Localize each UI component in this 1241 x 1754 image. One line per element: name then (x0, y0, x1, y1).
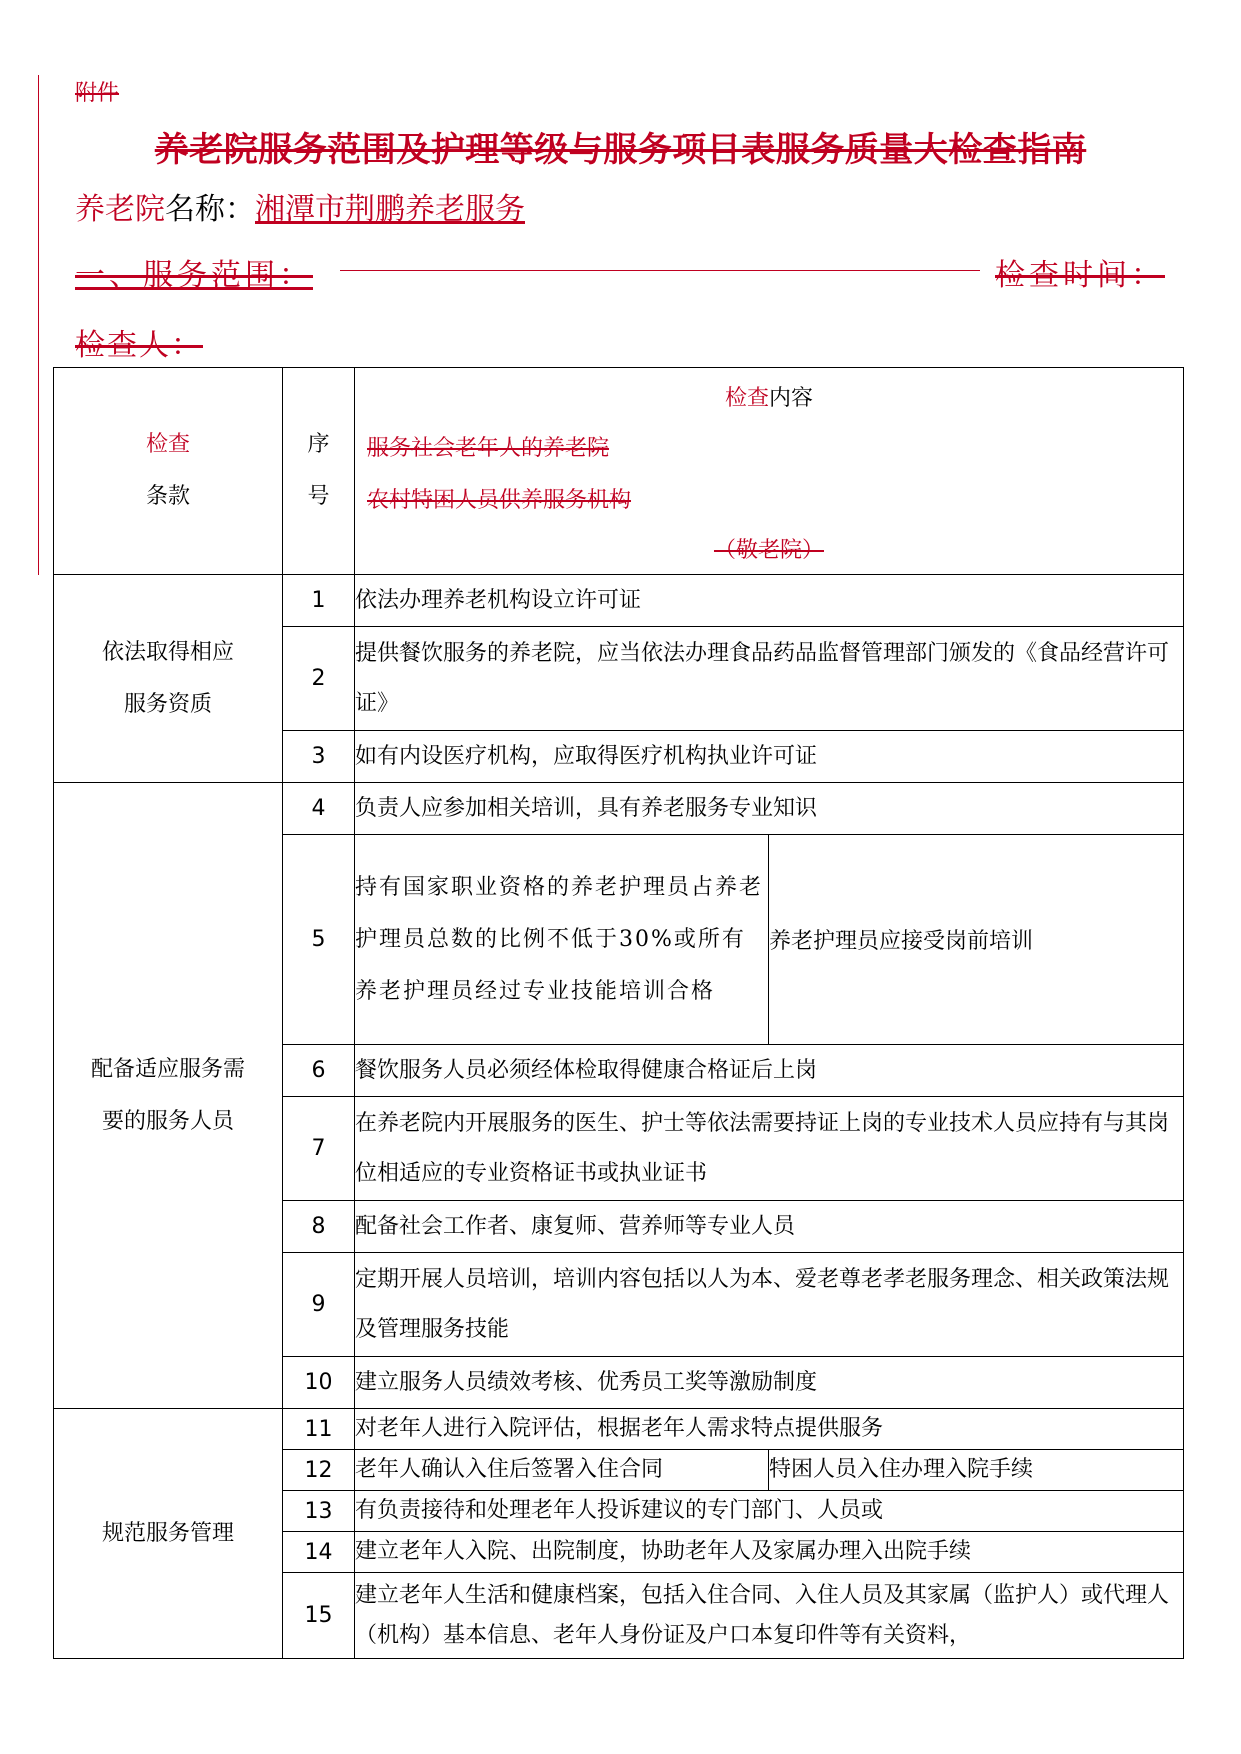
org-label: 名称： (165, 192, 255, 227)
row-content: 定期开展人员培训，培训内容包括以人为本、爱老尊老孝老服务理念、相关政策法规及管理服务技能 (355, 1253, 1184, 1357)
row-number: 12 (283, 1450, 355, 1491)
attachment-label: 附件 (75, 81, 120, 106)
clause-text: 依法取得相应 (101, 639, 234, 665)
org-label-struck: 养老院 (75, 192, 165, 227)
clause-text: 配备适应服务需 (90, 1056, 245, 1082)
row-content: 负责人应参加相关培训，具有养老服务专业知识 (355, 783, 1184, 835)
content-header-line2: 服务社会老年人的养老院 (367, 436, 610, 461)
row-content: 建立老年人入院、出院制度，协助老年人及家属办理入出院手续 (355, 1532, 1184, 1573)
row-number: 10 (283, 1357, 355, 1409)
row-number: 11 (283, 1409, 355, 1450)
row-number: 9 (283, 1253, 355, 1357)
inspection-table (53, 367, 1184, 1659)
row-content-right: 特困人员入住办理入院手续 (769, 1450, 1184, 1491)
table-row (54, 783, 1184, 835)
row-number: 1 (283, 575, 355, 627)
inspector-label: 检查人： (75, 328, 203, 363)
table-row (54, 1409, 1184, 1450)
row-content: 如有内设医疗机构，应取得医疗机构执业许可证 (355, 731, 1184, 783)
row-content: 建立服务人员绩效考核、优秀员工奖等激励制度 (355, 1357, 1184, 1409)
row-number: 13 (283, 1491, 355, 1532)
check-time-label: 检查时间： (995, 258, 1165, 293)
row-number: 4 (283, 783, 355, 835)
clause-text: 要的服务人员 (101, 1108, 234, 1134)
row-content: 对老年人进行入院评估，根据老年人需求特点提供服务 (355, 1409, 1184, 1450)
scope-line (75, 250, 1165, 293)
row-number: 6 (283, 1045, 355, 1097)
row-content: 餐饮服务人员必须经体检取得健康合格证后上岗 (355, 1045, 1184, 1097)
row-content-left: 老年人确认入住后签署入住合同 (355, 1450, 769, 1491)
row-number: 15 (283, 1573, 355, 1659)
row-number: 5 (283, 835, 355, 1045)
row-number: 8 (283, 1201, 355, 1253)
row-content: 提供餐饮服务的养老院，应当依法办理食品药品监督管理部门颁发的《食品经营许可证》 (355, 627, 1184, 731)
content-header-label: 内容 (769, 386, 814, 411)
clause-group-management (54, 1409, 283, 1659)
clause-header-line2: 条款 (145, 484, 190, 509)
clause-header (54, 368, 283, 575)
row-content: 配备社会工作者、康复师、营养师等专业人员 (355, 1201, 1184, 1253)
clause-group-staffing (54, 783, 283, 1409)
content-header-line4: （敬老院） (713, 538, 824, 563)
org-name: 湘潭市荆鹏养老服务 (255, 192, 525, 227)
scope-strike-line (340, 270, 980, 271)
row-content: 建立老年人生活和健康档案，包括入住合同、入住人员及其家属（监护人）或代理人（机构）基本信息、老年人身份证及户口本复印件等有关资料， (355, 1573, 1184, 1659)
row-content: 在养老院内开展服务的医生、护士等依法需要持证上岗的专业技术人员应持有与其岗位相适应的专业资格证书或执业证书 (355, 1097, 1184, 1201)
row-number: 7 (283, 1097, 355, 1201)
org-name-line (75, 184, 525, 228)
row-number: 3 (283, 731, 355, 783)
row-number: 14 (283, 1532, 355, 1573)
num-header (283, 368, 355, 575)
content-header-line3: 农村特困人员供养服务机构 (367, 488, 632, 513)
row-content-right: 养老护理员应接受岗前培训 (769, 835, 1184, 1045)
page-title: 养老院服务范围及护理等级与服务项目表服务质量大检查指南 (154, 130, 1087, 170)
row-content-left: 持有国家职业资格的养老护理员占养老护理员总数的比例不低于30%或所有养老护理员经过专业技能培训合格 (355, 835, 769, 1045)
content-header-struck: 检查 (724, 386, 769, 411)
row-number: 2 (283, 627, 355, 731)
clause-text: 服务资质 (123, 691, 212, 717)
num-header-line1: 序 (307, 432, 330, 457)
num-header-line2: 号 (307, 484, 330, 509)
content-header (355, 368, 1184, 575)
row-content: 依法办理养老机构设立许可证 (355, 575, 1184, 627)
scope-label: 一、服务范围： (75, 258, 313, 293)
clause-group-qualification (54, 575, 283, 783)
clause-header-line1: 检查 (145, 432, 190, 457)
table-header-row (54, 368, 1184, 575)
row-content: 有负责接待和处理老年人投诉建议的专门部门、人员或 (355, 1491, 1184, 1532)
table-row (54, 575, 1184, 627)
clause-text: 规范服务管理 (101, 1520, 234, 1546)
